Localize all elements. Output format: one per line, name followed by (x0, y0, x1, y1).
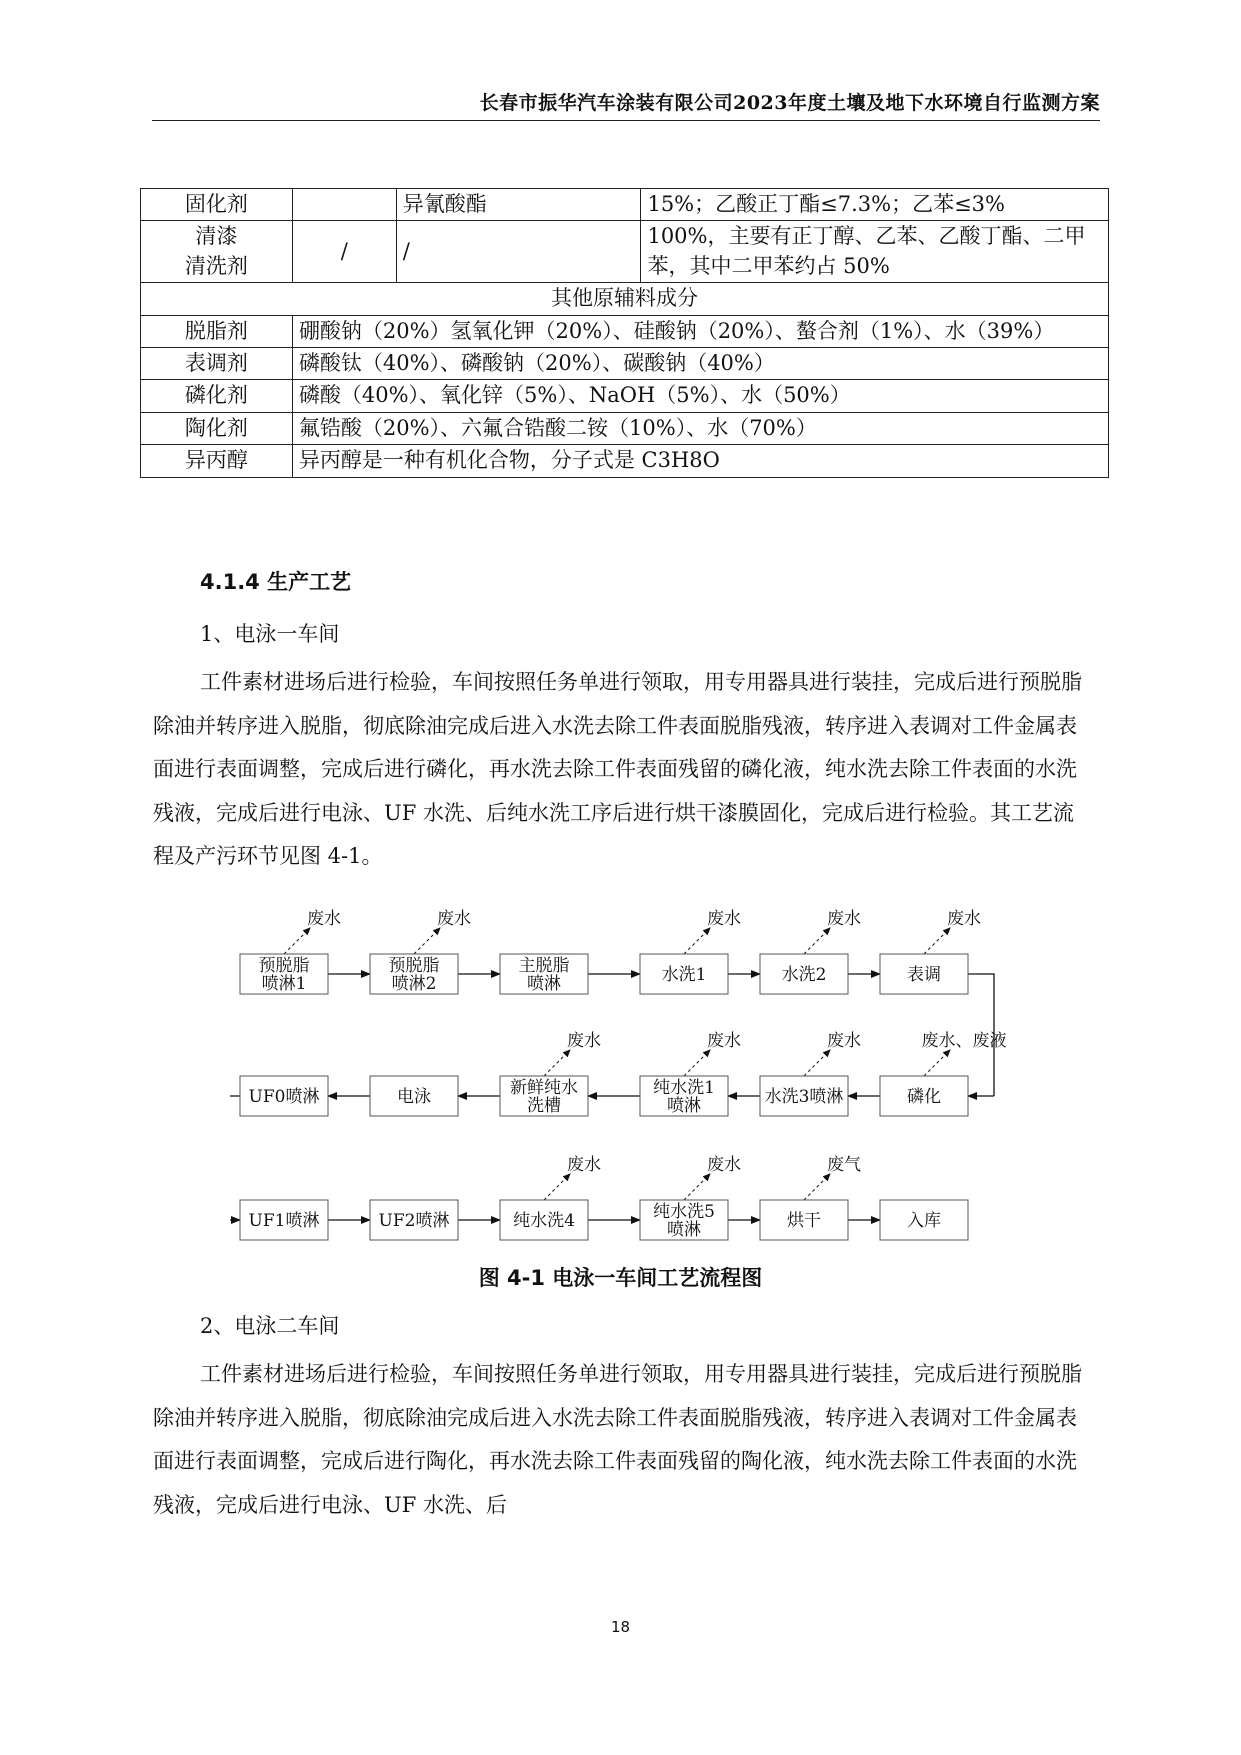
flow-step-label: 纯水洗1 (653, 1078, 715, 1098)
flow-step-label: 水洗2 (781, 965, 827, 985)
table-row (141, 380, 1109, 412)
section-title: 4.1.4 生产工艺 (200, 570, 352, 594)
flow-step (240, 1076, 328, 1116)
paragraph-2: 工件素材进场后进行检验，车间按照任务单进行领取，用专用器具进行装挂，完成后进行预脱脂除油并转序进入脱脂，彻底除油完成后进入水洗去除工件表面脱脂残液，转序进入表调对工件金属表面进行表面调整，完成后进行陶化，再水洗去除工件表面残留的陶化液，纯水洗去除工件表面的水洗残液，完成后进行电泳、UF 水洗、后 (153, 1362, 1082, 1517)
table-row (141, 315, 1109, 347)
flow-step (240, 909, 341, 994)
flow-step (500, 1031, 601, 1116)
flow-step-label: 喷淋 (527, 974, 561, 994)
material-detail: 100%，主要有正丁醇、乙苯、乙酸丁酯、二甲苯，其中二甲苯约占 50% (641, 221, 1109, 283)
emission-arrow (804, 1050, 830, 1076)
flow-step-label: UF2喷淋 (378, 1211, 450, 1231)
emission-label: 废水 (307, 909, 341, 929)
material-col3: / (396, 221, 641, 283)
material-name: 陶化剂 (141, 412, 293, 444)
flow-step-label: 入库 (907, 1211, 941, 1231)
flow-step-label: 纯水洗5 (653, 1202, 715, 1222)
emission-arrow (684, 1050, 710, 1076)
emission-label: 废水 (947, 909, 981, 929)
header-rule (152, 120, 1100, 121)
flow-step-label: 预脱脂 (258, 956, 310, 976)
figure-caption: 图 4-1 电泳一车间工艺流程图 (478, 1266, 763, 1290)
material-name: 脱脂剂 (141, 315, 293, 347)
materials-table (140, 188, 1109, 478)
emission-label: 废水 (827, 909, 861, 929)
flow-step (370, 909, 471, 994)
process-flow-diagram (230, 898, 1030, 1258)
emission-arrow (684, 928, 710, 954)
emission-label: 废水 (827, 1031, 861, 1051)
emission-label: 废水 (567, 1031, 601, 1051)
table-section-header: 其他原辅料成分 (141, 283, 1109, 315)
flow-step-label: 烘干 (787, 1211, 821, 1231)
material-detail: 15%；乙酸正丁酯≤7.3%；乙苯≤3% (641, 189, 1109, 221)
subsection-title-1: 1、电泳一车间 (200, 622, 340, 646)
flow-step (880, 909, 981, 994)
emission-label: 废水 (707, 1155, 741, 1175)
flow-step (760, 1155, 861, 1240)
material-col2 (292, 189, 396, 221)
emission-label: 废水 (437, 909, 471, 929)
emission-arrow (804, 928, 830, 954)
emission-arrow (544, 1174, 570, 1200)
emission-arrow (414, 928, 440, 954)
page-header: 长春市振华汽车涂装有限公司2023年度土壤及地下水环境自行监测方案 (479, 92, 1100, 114)
flow-step (760, 1031, 861, 1116)
flow-step (240, 1200, 328, 1240)
flow-step-label: 新鲜纯水 (510, 1078, 578, 1098)
flow-step (370, 1076, 458, 1116)
emission-arrow (284, 928, 310, 954)
flow-step-label: 磷化 (907, 1087, 941, 1107)
material-name: 固化剂 (141, 189, 293, 221)
material-detail: 磷酸钛（40%）、磷酸钠（20%）、碳酸钠（40%） (292, 347, 1108, 379)
table-row (141, 412, 1109, 444)
subsection-title-2: 2、电泳二车间 (200, 1314, 340, 1338)
flow-step (500, 954, 588, 994)
flow-nodes (240, 909, 1007, 1240)
material-name: 磷化剂 (141, 380, 293, 412)
emission-label: 废水 (707, 1031, 741, 1051)
material-name (141, 221, 293, 283)
flow-step-label: 喷淋 (667, 1220, 701, 1240)
table-row (141, 445, 1109, 477)
flow-step-label: UF0喷淋 (248, 1087, 320, 1107)
flow-step (500, 1155, 601, 1240)
emission-arrow (924, 1050, 950, 1076)
emission-label: 废气 (827, 1155, 861, 1175)
flow-step (880, 1200, 968, 1240)
flow-step (370, 1200, 458, 1240)
emission-arrow (544, 1050, 570, 1076)
flow-step-label: 表调 (907, 965, 941, 985)
flow-step-label: 预脱脂 (388, 956, 440, 976)
material-detail: 氟锆酸（20%）、六氟合锆酸二铵（10%）、水（70%） (292, 412, 1108, 444)
material-name-line2: 清洗剂 (184, 253, 248, 278)
flow-step-label: 喷淋1 (261, 974, 307, 994)
flow-step-label: 喷淋 (667, 1096, 701, 1116)
material-detail: 异丙醇是一种有机化合物，分子式是 C3H8O (292, 445, 1108, 477)
emission-arrow (924, 928, 950, 954)
emission-arrow (684, 1174, 710, 1200)
flow-step-label: 洗槽 (527, 1096, 561, 1116)
material-name: 异丙醇 (141, 445, 293, 477)
flow-step-label: 水洗3喷淋 (764, 1087, 844, 1107)
flow-step-label: 纯水洗4 (513, 1211, 575, 1231)
table-row (141, 221, 1109, 283)
flow-step-label: 水洗1 (661, 965, 707, 985)
material-detail: 磷酸（40%）、氧化锌（5%）、NaOH（5%）、水（50%） (292, 380, 1108, 412)
flow-step (640, 1031, 741, 1116)
table-row (141, 189, 1109, 221)
material-col3: 异氰酸酯 (396, 189, 641, 221)
table-section-row (141, 283, 1109, 315)
material-name-line1: 清漆 (195, 224, 238, 249)
table-row (141, 347, 1109, 379)
emission-label: 废水 (567, 1155, 601, 1175)
material-col2: / (292, 221, 396, 283)
paragraph-1: 工件素材进场后进行检验，车间按照任务单进行领取，用专用器具进行装挂，完成后进行预脱脂除油并转序进入脱脂，彻底除油完成后进入水洗去除工件表面脱脂残液，转序进入表调对工件金属表面进行表面调整，完成后进行磷化，再水洗去除工件表面残留的磷化液，纯水洗去除工件表面的水洗残液，完成后进行电泳、UF 水洗、后纯水洗工序后进行烘干漆膜固化，完成后进行检验。其工艺流程及产污环节见图 4-1。 (153, 670, 1082, 868)
material-detail: 硼酸钠（20%）氢氧化钾（20%）、硅酸钠（20%）、螯合剂（1%）、水（39%） (292, 315, 1108, 347)
flow-step (880, 1031, 1007, 1116)
emission-label: 废水、废液 (921, 1031, 1007, 1051)
flow-step-label: 主脱脂 (518, 956, 570, 976)
emission-label: 废水 (707, 909, 741, 929)
page-number: 18 (610, 1618, 631, 1636)
flow-step (760, 909, 861, 994)
material-name: 表调剂 (141, 347, 293, 379)
flow-step (640, 1155, 741, 1240)
flow-step-label: 喷淋2 (391, 974, 437, 994)
flow-step-label: UF1喷淋 (248, 1211, 320, 1231)
emission-arrow (804, 1174, 830, 1200)
flow-connectors (230, 928, 994, 1220)
flow-step-label: 电泳 (397, 1087, 431, 1107)
flow-step (640, 909, 741, 994)
